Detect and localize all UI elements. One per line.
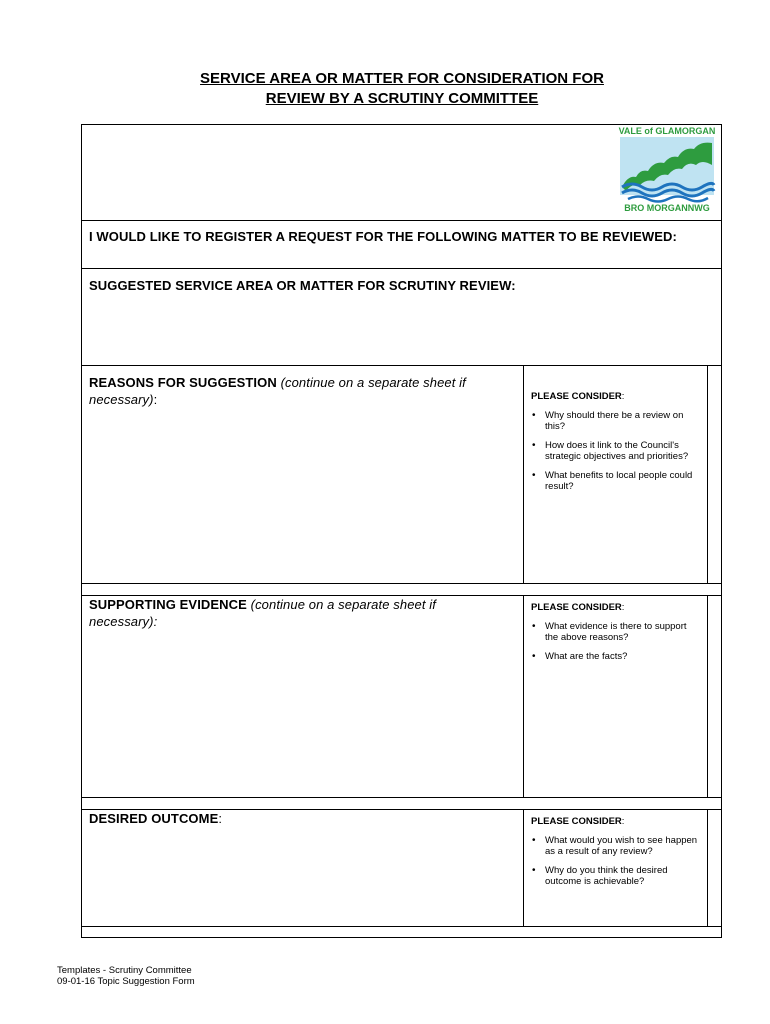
outcome-edge [707,809,708,926]
document-title [82,69,722,109]
list-item: • Why should there be a review on this? [531,410,701,432]
outcome-consider [531,816,701,895]
evidence-heading [89,596,499,630]
evidence-title: SUPPORTING EVIDENCE [89,597,247,612]
outcome-consider-title: PLEASE CONSIDER: [531,816,625,827]
outcome-title: DESIRED OUTCOME [89,811,219,826]
evidence-note: (continue on a separate sheet if necessary): [89,597,436,629]
rule-2 [82,268,721,269]
outcome-divider [523,809,524,926]
reasons-title: REASONS FOR SUGGESTION [89,375,277,390]
evidence-edge [707,595,708,797]
list-item: • What would you wish to see happen as a result of any review? [531,835,701,857]
footer-line-1: Templates - Scrutiny Committee [57,965,192,976]
logo-top-text: VALE of GLAMORGAN [618,126,716,136]
reasons-note: (continue on a separate sheet if necessary) [89,375,466,407]
evidence-consider-title: PLEASE CONSIDER: [531,602,625,613]
reasons-consider-list [531,410,701,492]
list-item: • What benefits to local people could result? [531,470,701,492]
list-item: • What are the facts? [531,651,701,662]
register-heading: I WOULD LIKE TO REGISTER A REQUEST FOR THE FOLLOWING MATTER TO BE REVIEWED: [89,229,677,244]
list-item: • How does it link to the Council's strategic objectives and priorities? [531,440,701,462]
outcome-colon: : [218,811,223,826]
rule-4 [82,583,721,584]
rule-1 [82,220,721,221]
footer-line-2: 09-01-16 Topic Suggestion Form [57,976,195,987]
reasons-colon: : [153,392,158,407]
list-item: • What evidence is there to support the above reasons? [531,621,701,643]
suggested-heading: SUGGESTED SERVICE AREA OR MATTER FOR SCRUTINY REVIEW: [89,278,516,293]
outcome-heading [89,810,489,827]
suggestion-form [81,124,722,938]
reasons-divider [523,365,524,583]
rule-3 [82,365,721,366]
logo-bottom-text: BRO MORGANNWG [624,203,710,213]
reasons-edge [707,365,708,583]
logo-wave-3 [628,197,708,202]
rule-8 [82,926,721,927]
outcome-consider-list [531,835,701,887]
reasons-consider-title: PLEASE CONSIDER: [531,391,625,402]
evidence-consider [531,602,701,670]
title-line-1: SERVICE AREA OR MATTER FOR CONSIDERATION FOR [200,70,604,87]
reasons-consider [531,391,701,500]
vale-of-glamorgan-logo [618,125,716,215]
list-item: • Why do you think the desired outcome is achievable? [531,865,701,887]
title-line-2: REVIEW BY A SCRUTINY COMMITTEE [265,90,539,107]
reasons-heading [89,374,489,408]
evidence-consider-list [531,621,701,662]
page-footer [57,965,195,987]
rule-6 [82,797,721,798]
evidence-divider [523,595,524,797]
